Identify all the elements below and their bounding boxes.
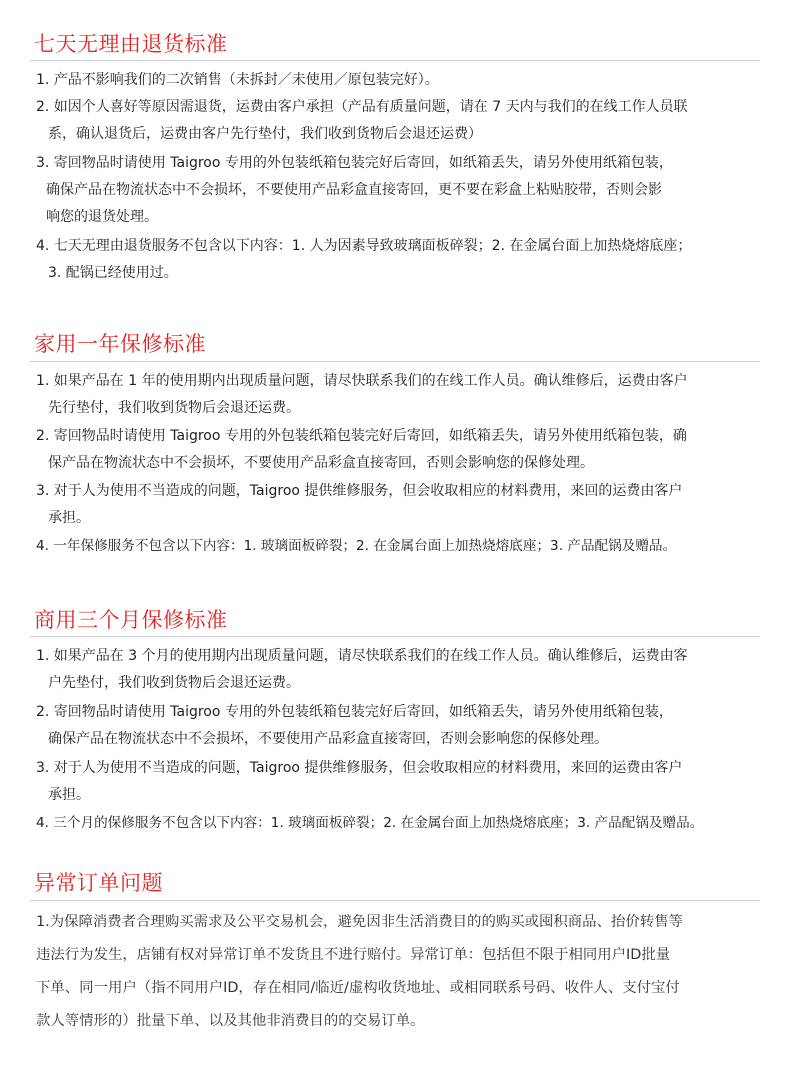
list-item: 1. 如果产品在 3 个月的使用期内出现质量问题，请尽快联系我们的在线工作人员。确认维修后，运费由客 — [36, 648, 688, 664]
list-item-continuation: 户先垫付，我们收到货物后会退还运费。 — [48, 675, 300, 691]
list-item: 1. 产品不影响我们的二次销售（未拆封／未使用／原包装完好）。 — [36, 72, 439, 88]
list-item: 1. 如果产品在 1 年的使用期内出现质量问题，请尽快联系我们的在线工作人员。确认维修后，运费由客户 — [36, 373, 688, 389]
list-item-continuation: 确保产品在物流状态中不会损坏，不要使用产品彩盒直接寄回，更不要在彩盒上粘贴胶带，否则会影 — [46, 182, 662, 198]
list-item-continuation: 系，确认退货后，运费由客户先行垫付，我们收到货物后会退还运费） — [48, 126, 482, 142]
list-item-continuation: 确保产品在物流状态中不会损坏，不要使用产品彩盒直接寄回，否则会影响您的保修处理。 — [48, 731, 608, 747]
list-item-continuation: 3. 配锅已经使用过。 — [48, 265, 178, 281]
list-item: 4. 一年保修服务不包含以下内容：1. 玻璃面板碎裂；2. 在金属台面上加热烧熔底座；3. 产品配锅及赠品。 — [36, 538, 677, 554]
divider — [30, 361, 760, 362]
list-item: 3. 对于人为使用不当造成的问题，Taigroo 提供维修服务，但会收取相应的材料费用，来回的运费由客户 — [36, 760, 683, 776]
list-item: 2. 如因个人喜好等原因需退货，运费由客户承担（产品有质量问题，请在 7 天内与我们的在线工作人员联 — [36, 99, 688, 115]
list-item-continuation: 响您的退货处理。 — [46, 209, 158, 225]
section-title: 七天无理由退货标准 — [34, 32, 228, 56]
paragraph-line: 下单、同一用户（指不同用户ID，存在相同/临近/虚构收货地址、或相同联系号码、收件人、支付宝付 — [36, 980, 680, 996]
paragraph-line: 款人等情形的）批量下单、以及其他非消费目的的交易订单。 — [36, 1013, 425, 1029]
list-item: 2. 寄回物品时请使用 Taigroo 专用的外包装纸箱包装完好后寄回，如纸箱丢失，请另外使用纸箱包装，确 — [36, 428, 687, 444]
list-item-continuation: 先行垫付，我们收到货物后会退还运费。 — [48, 400, 300, 416]
list-item-continuation: 保产品在物流状态中不会损坏，不要使用产品彩盒直接寄回，否则会影响您的保修处理。 — [48, 455, 594, 471]
divider — [30, 636, 760, 637]
section-title: 家用一年保修标准 — [34, 332, 206, 356]
list-item: 4. 七天无理由退货服务不包含以下内容：1. 人为因素导致玻璃面板碎裂；2. 在金属台面上加热烧熔底座； — [36, 238, 692, 254]
divider — [30, 900, 760, 901]
divider — [30, 60, 760, 61]
list-item: 2. 寄回物品时请使用 Taigroo 专用的外包装纸箱包装完好后寄回，如纸箱丢失，请另外使用纸箱包装， — [36, 704, 673, 720]
section-title: 异常订单问题 — [34, 871, 163, 895]
paragraph-line: 违法行为发生，店铺有权对异常订单不发货且不进行赔付。异常订单：包括但不限于相同用户ID批量 — [36, 947, 671, 963]
list-item-continuation: 承担。 — [48, 510, 90, 526]
paragraph-line: 1.为保障消费者合理购买需求及公平交易机会，避免因非生活消费目的的购买或囤积商品、抬价转售等 — [36, 914, 683, 930]
list-item: 3. 对于人为使用不当造成的问题，Taigroo 提供维修服务，但会收取相应的材料费用，来回的运费由客户 — [36, 483, 683, 499]
list-item: 3. 寄回物品时请使用 Taigroo 专用的外包装纸箱包装完好后寄回，如纸箱丢失，请另外使用纸箱包装， — [36, 155, 673, 171]
list-item: 4. 三个月的保修服务不包含以下内容：1. 玻璃面板碎裂；2. 在金属台面上加热烧熔底座；3. 产品配锅及赠品。 — [36, 815, 704, 831]
list-item-continuation: 承担。 — [48, 787, 90, 803]
section-title: 商用三个月保修标准 — [34, 608, 228, 632]
